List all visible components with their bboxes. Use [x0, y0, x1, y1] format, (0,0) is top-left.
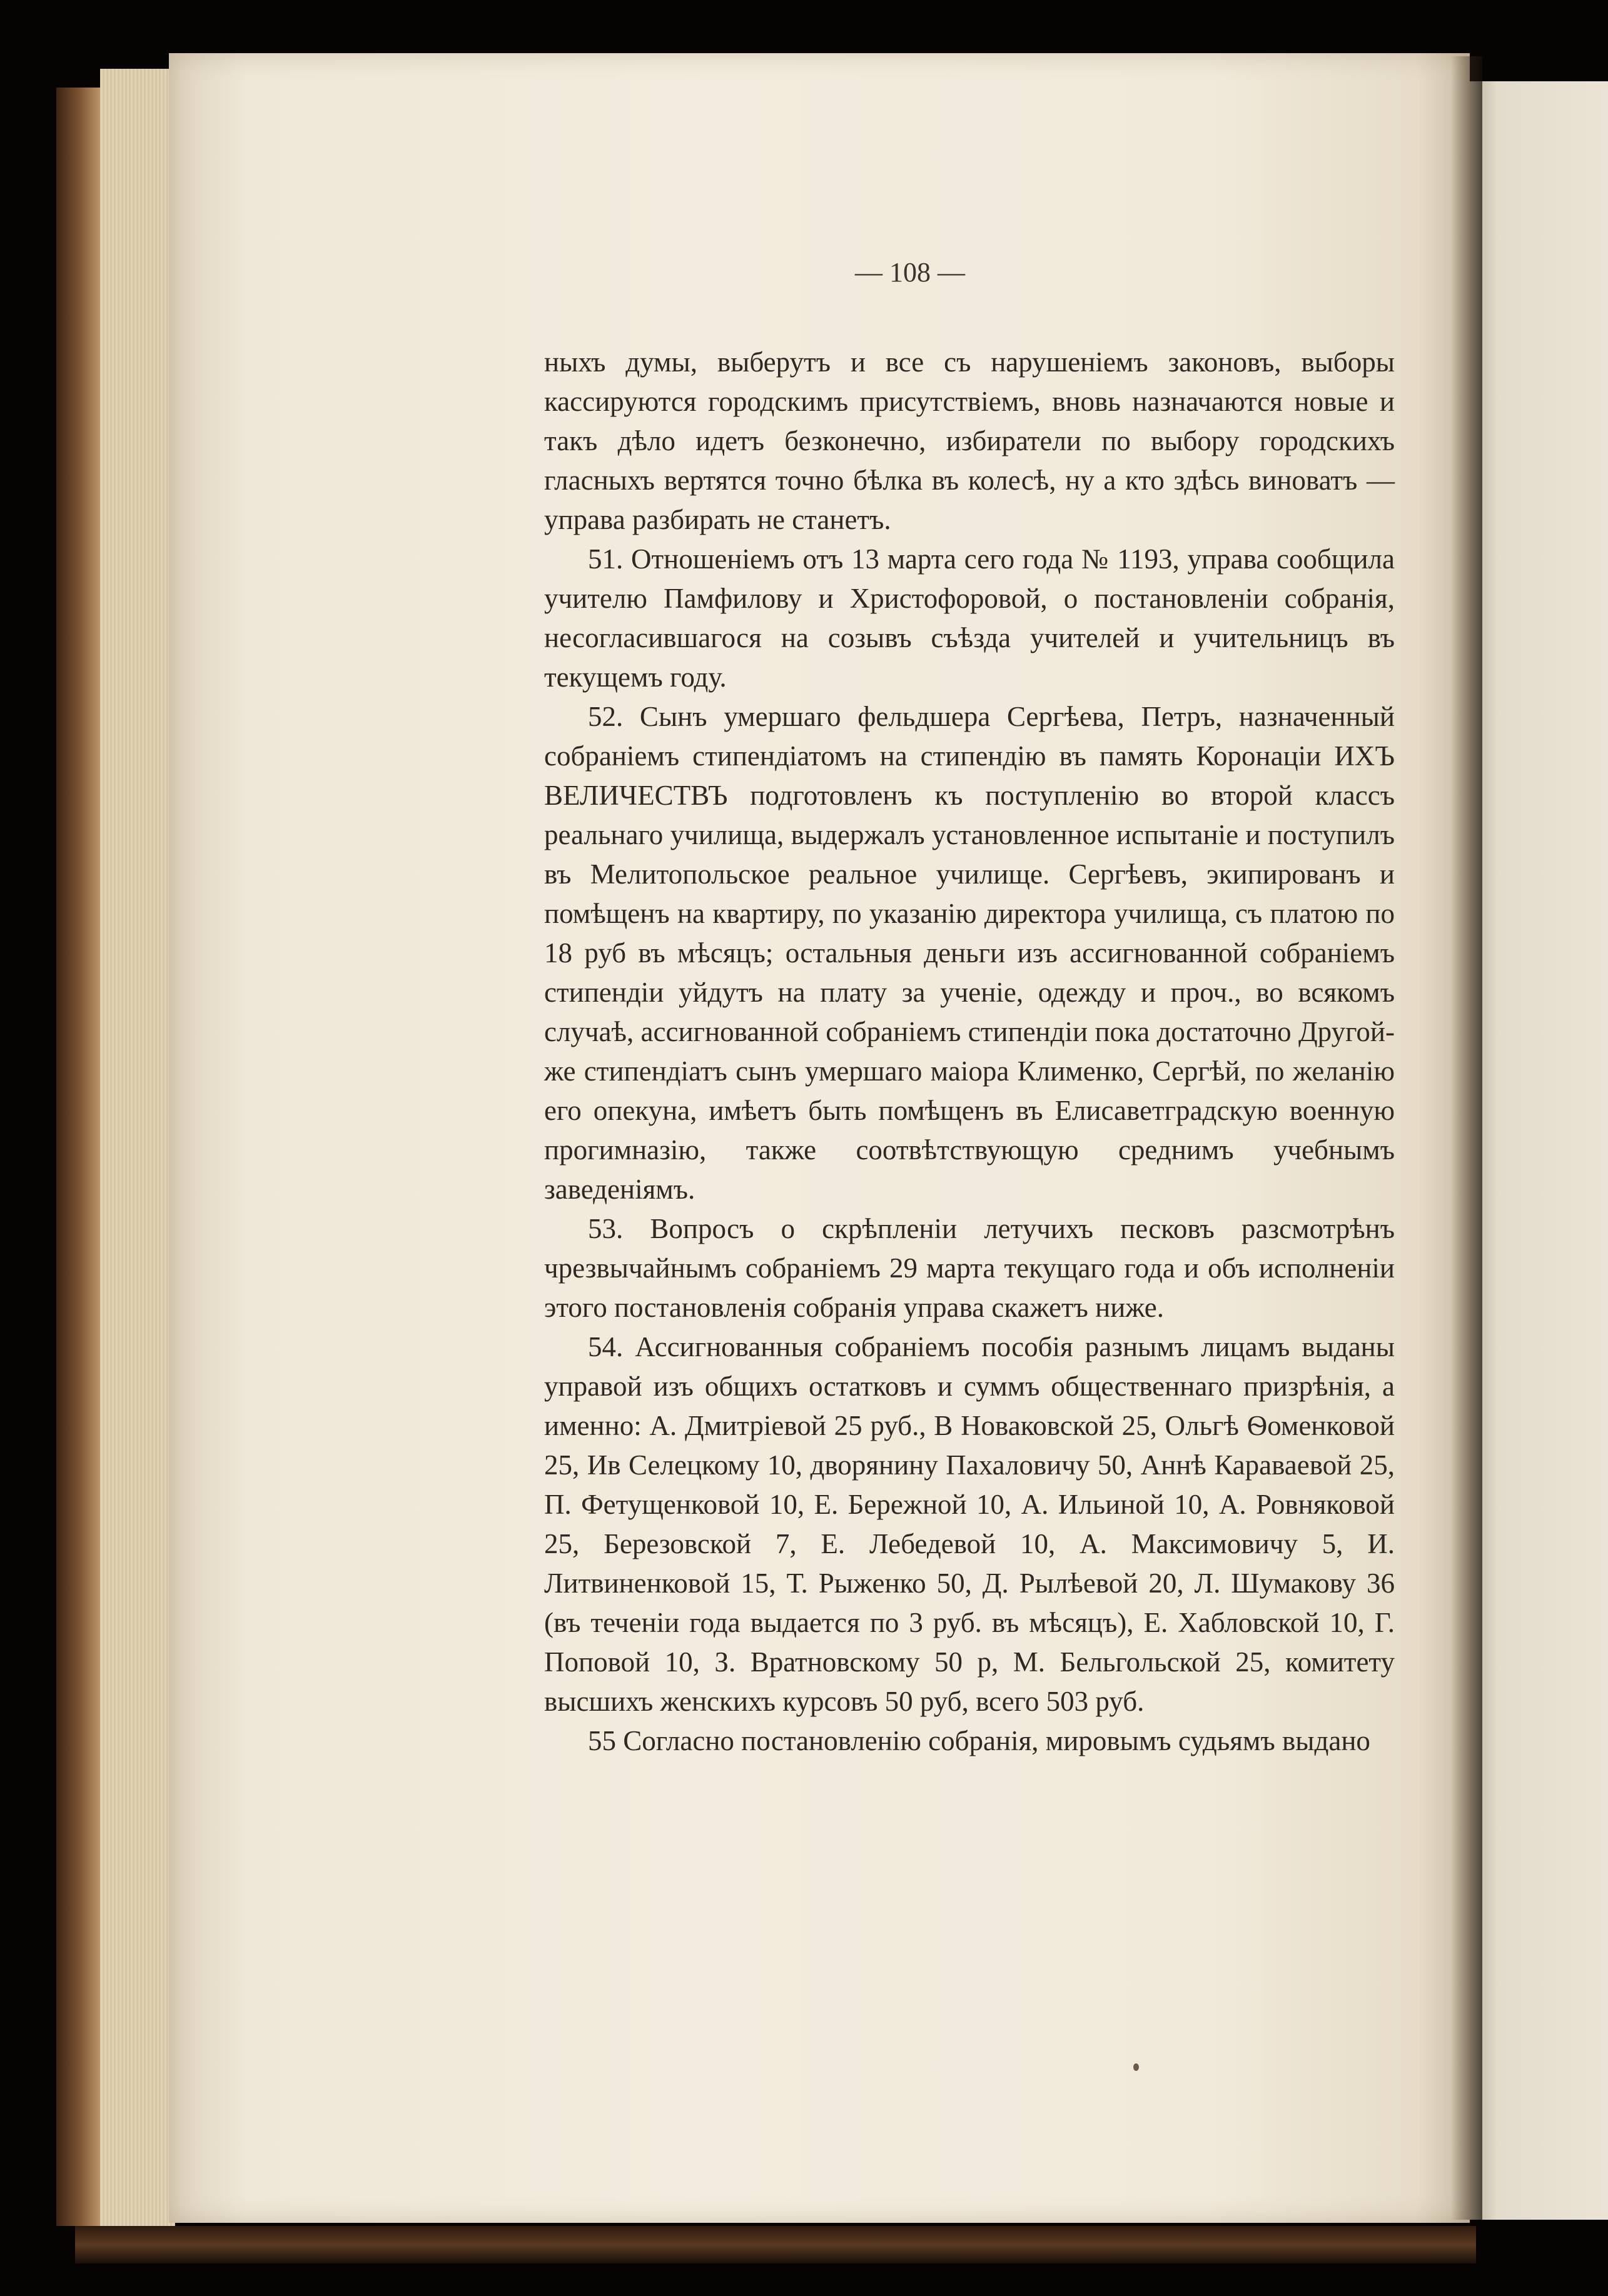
- paper-speck: [1133, 2063, 1139, 2071]
- paragraph-item-53: 53. Вопросъ о скрѣпленіи летучихъ песковъ разсмотрѣнъ чрезвычайнымъ собраніемъ 29 марта текущаго года и объ исполненіи этого постановленія собранія управа скажетъ ниже.: [544, 1213, 1395, 1323]
- page-number: — 108 —: [855, 257, 965, 288]
- paragraph-item-52: 52. Сынъ умершаго фельдшера Сергѣева, Петръ, назначенный собраніемъ стипендіатомъ на стипендію въ память Коронаціи ИХЪ ВЕЛИЧЕСТВЪ подготовленъ къ поступленію во второй классъ реальнаго училища, выдержалъ установленное испытаніе и поступилъ въ Мелитопольское реальное училище. Сергѣевъ, экипированъ и помѣщенъ на квартиру, по указанію директора училища, съ платою по 18 руб въ мѣсяцъ; остальныя деньги изъ ассигнованной собраніемъ стипендіи уйдутъ на плату за ученіе, одежду и проч., во всякомъ случаѣ, ассигнованной собраніемъ стипендіи пока достаточно Другой-же стипендіатъ сынъ умершаго маіора Клименко, Сергѣй, по желанію его опекуна, имѣетъ быть помѣщенъ въ Елисаветградскую военную прогимназію, также соотвѣтствующую среднимъ учебнымъ заведеніямъ.: [544, 701, 1395, 1205]
- page-body-text: [544, 343, 1395, 1761]
- page-stack: [100, 69, 175, 2238]
- page-gutter-shadow: [1451, 56, 1482, 2220]
- paragraph-continuation: ныхъ думы, выберутъ и все съ нарушеніемъ законовъ, выборы кассируются городскимъ присутствіемъ, вновь назначаются новые и такъ дѣло идетъ безконечно, избиратели по выбору городскихъ гласныхъ вертятся точно бѣлка въ колесѣ, ну а кто здѣсь виноватъ — управа разбирать не станетъ.: [544, 346, 1395, 535]
- book-binding-bottom: [75, 2226, 1476, 2263]
- paragraph-item-51: 51. Отношеніемъ отъ 13 марта сего года № 1193, управа сообщила учителю Памфилову и Христофоровой, о постановленіи собранія, несогласившагося на созывъ съѣзда учителей и учительницъ въ текущемъ году.: [544, 543, 1395, 693]
- paragraph-item-55: 55 Согласно постановленію собранія, мировымъ судьямъ выдано: [588, 1725, 1370, 1756]
- facing-page-edge: [1470, 81, 1608, 2220]
- paragraph-item-54: 54. Ассигнованныя собраніемъ пособія разнымъ лицамъ выданы управой изъ общихъ остатковъ и суммъ общественнаго призрѣнія, а именно: А. Дмитріевой 25 руб., В Новаковской 25, Ольгѣ Ѳоменковой 25, Ив Селецкому 10, дворянину Пахаловичу 50, Аннѣ Караваевой 25, П. Фетущенковой 10, Е. Бережной 10, А. Ильиной 10, А. Ровняковой 25, Березовской 7, Е. Лебедевой 10, А. Максимовичу 5, И. Литвиненковой 15, Т. Рыженко 50, Д. Рылѣевой 20, Л. Шумакову 36 (въ теченіи года выдается по 3 руб. въ мѣсяцъ), Е. Хабловской 10, Г. Поповой 10, З. Вратновскому 50 р, М. Бельгольской 25, комитету высшихъ женскихъ курсовъ 50 руб, всего 503 руб.: [544, 1331, 1395, 1717]
